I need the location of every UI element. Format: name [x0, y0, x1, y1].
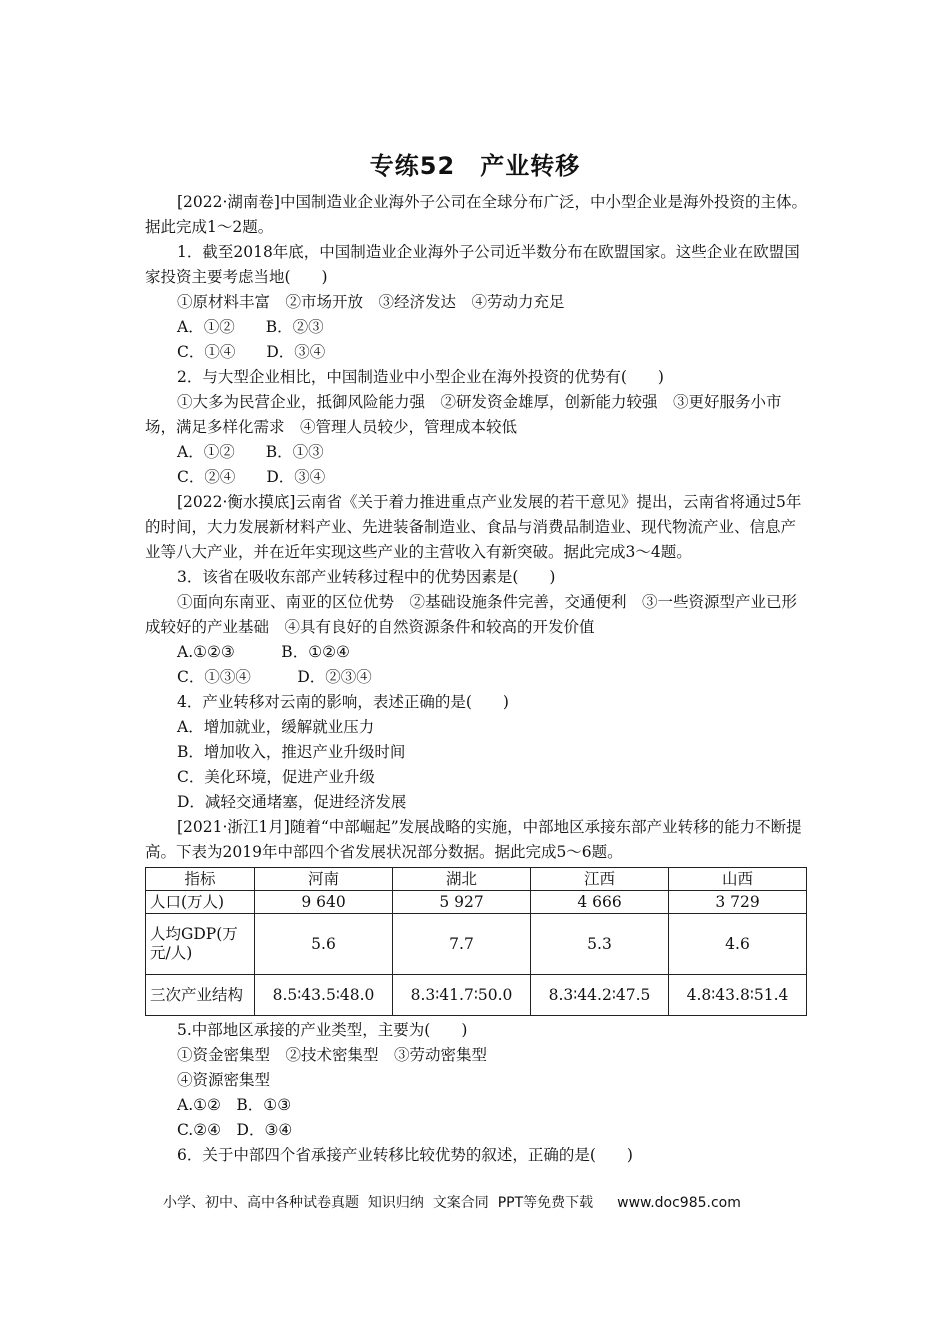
table-cell: 3 729	[669, 891, 807, 914]
table-header-cell: 河南	[255, 868, 393, 891]
question-1-options-cd: C．①④ D．③④	[177, 343, 326, 361]
question-2-items: ①大多为民营企业，抵御风险能力强 ②研发资金雄厚，创新能力较强 ③更好服务小市场，满足多样化需求 ④管理人员较少，管理成本较低	[145, 393, 782, 436]
table-cell: 9 640	[255, 891, 393, 914]
intro-paragraph-2: [2022·衡水摸底]云南省《关于着力推进重点产业发展的若干意见》提出，云南省将通过5年的时间，大力发展新材料产业、先进装备制造业、食品与消费品制造业、现代物流产业、信息产业等八大产业，并在近年实现这些产业的主营收入有新突破。据此完成3～4题。	[145, 493, 802, 561]
question-3-items: ①面向东南亚、南亚的区位优势 ②基础设施条件完善，交通便利 ③一些资源型产业已形成较好的产业基础 ④具有良好的自然资源条件和较高的开发价值	[145, 593, 798, 636]
table-cell: 4.6	[669, 914, 807, 975]
question-1-items: ①原材料丰富 ②市场开放 ③经济发达 ④劳动力充足	[177, 293, 565, 311]
question-4-option-d: D．减轻交通堵塞，促进经济发展	[177, 793, 407, 811]
table-row-label: 人口(万人)	[146, 891, 255, 914]
table-cell: 5.3	[531, 914, 669, 975]
footer-website-link[interactable]: www.doc985.com	[617, 1195, 741, 1211]
table-cell: 8.5∶43.5∶48.0	[255, 975, 393, 1016]
question-5-items-line-2: ④资源密集型	[177, 1071, 271, 1089]
table-row	[146, 891, 807, 914]
table-row-label: 人均GDP(万元/人)	[146, 914, 255, 975]
table-cell: 4.8∶43.8∶51.4	[669, 975, 807, 1016]
table-cell: 5.6	[255, 914, 393, 975]
table-header-row	[146, 868, 807, 891]
table-row-label: 三次产业结构	[146, 975, 255, 1016]
question-4-option-b: B．增加收入，推迟产业升级时间	[177, 743, 406, 761]
question-5-items-line-1: ①资金密集型 ②技术密集型 ③劳动密集型	[177, 1046, 488, 1064]
question-3-options-cd: C．①③④ D．②③④	[177, 668, 372, 686]
table-header-cell: 山西	[669, 868, 807, 891]
footer-text: 小学、初中、高中各种试卷真题 知识归纳 文案合同 PPT等免费下载	[163, 1195, 594, 1211]
table-row	[146, 914, 807, 975]
question-1-options-ab: A．①② B．②③	[177, 318, 324, 336]
table-cell: 8.3∶44.2∶47.5	[531, 975, 669, 1016]
intro-paragraph-1: [2022·湖南卷]中国制造业企业海外子公司在全球分布广泛，中小型企业是海外投资的主体。据此完成1～2题。	[145, 193, 807, 236]
table-header-cell: 江西	[531, 868, 669, 891]
table-cell: 5 927	[393, 891, 531, 914]
question-4-option-a: A．增加就业，缓解就业压力	[177, 718, 375, 736]
question-1-stem: 1．截至2018年底，中国制造业企业海外子公司近半数分布在欧盟国家。这些企业在欧盟国家投资主要考虑当地( )	[145, 243, 800, 286]
question-4-option-c: C．美化环境，促进产业升级	[177, 768, 375, 786]
table-header-cell: 指标	[146, 868, 255, 891]
question-5-options-ab: A.①② B．①③	[177, 1096, 292, 1114]
table-cell: 4 666	[531, 891, 669, 914]
question-2-stem: 2．与大型企业相比，中国制造业中小型企业在海外投资的优势有( )	[177, 368, 664, 386]
page-footer	[163, 1192, 741, 1212]
question-2-options-ab: A．①② B．①③	[177, 443, 324, 461]
page-title: 专练52 产业转移	[369, 152, 581, 180]
question-6-stem: 6．关于中部四个省承接产业转移比较优势的叙述，正确的是( )	[177, 1146, 633, 1164]
document-body	[145, 190, 807, 1168]
table-header-cell: 湖北	[393, 868, 531, 891]
province-data-table	[145, 867, 807, 1016]
question-2-options-cd: C．②④ D．③④	[177, 468, 326, 486]
question-5-stem: 5.中部地区承接的产业类型，主要为( )	[177, 1021, 468, 1039]
question-4-stem: 4．产业转移对云南的影响，表述正确的是( )	[177, 693, 509, 711]
table-cell: 8.3∶41.7∶50.0	[393, 975, 531, 1016]
table-row	[146, 975, 807, 1016]
question-3-stem: 3．该省在吸收东部产业转移过程中的优势因素是( )	[177, 568, 556, 586]
intro-paragraph-3: [2021·浙江1月]随着“中部崛起”发展战略的实施，中部地区承接东部产业转移的能力不断提高。下表为2019年中部四个省发展状况部分数据。据此完成5～6题。	[145, 818, 802, 861]
question-5-options-cd: C.②④ D．③④	[177, 1121, 293, 1139]
table-cell: 7.7	[393, 914, 531, 975]
question-3-options-ab: A.①②③ B．①②④	[177, 643, 350, 661]
